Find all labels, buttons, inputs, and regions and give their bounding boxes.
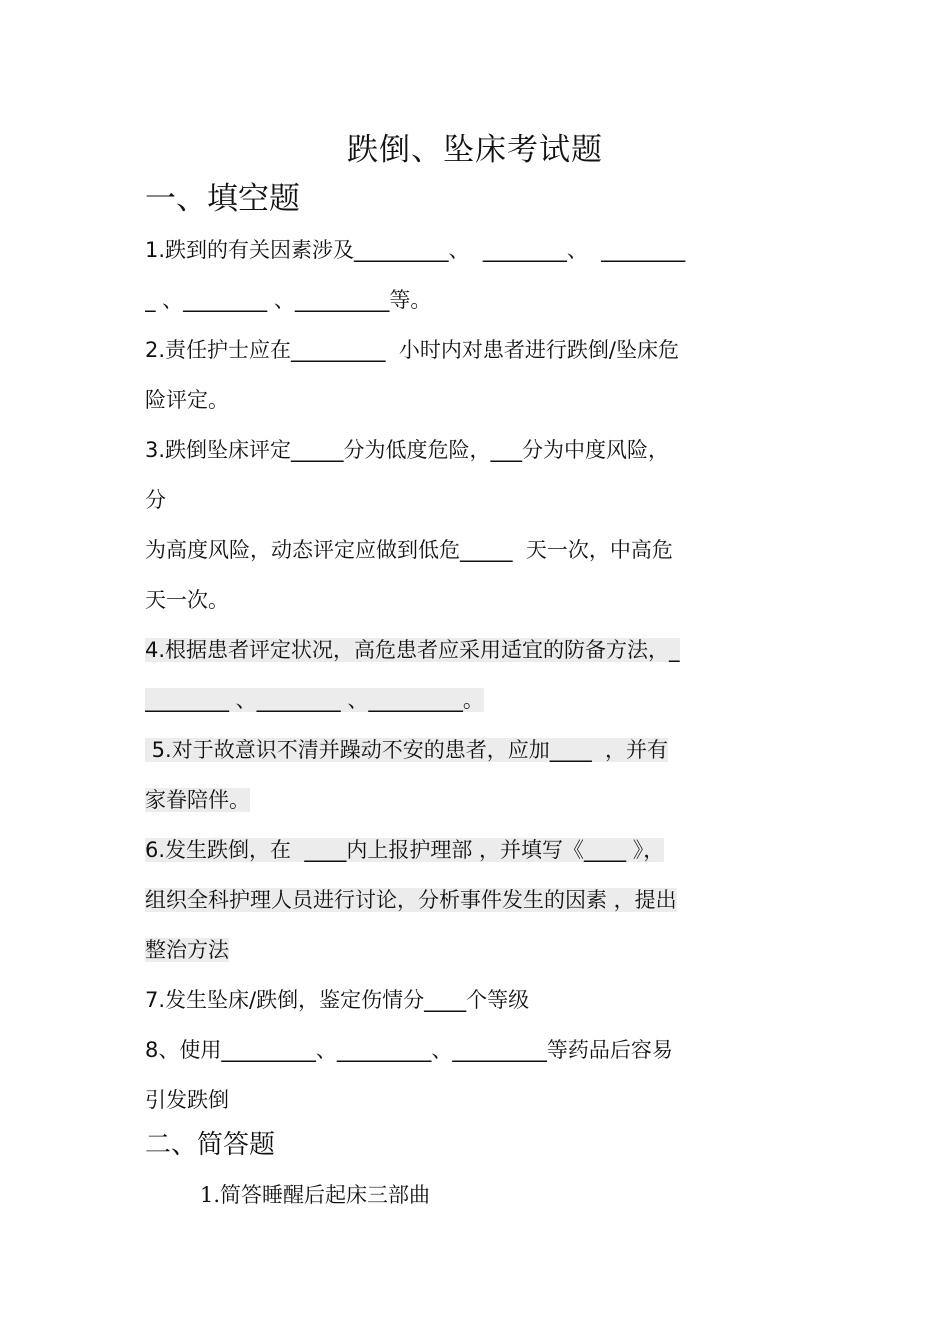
question-text: 整治方法 <box>145 938 229 962</box>
question-text: 1.跌到的有关因素涉及_________、 ________、 ________ <box>145 238 686 262</box>
question-text: 天一次。 <box>145 588 229 612</box>
question-text: 3.跌倒坠床评定_____分为低度危险，___分为中度风险， <box>145 438 670 462</box>
question-3-line-4 <box>145 575 807 625</box>
question-4-line-2 <box>145 675 807 725</box>
question-text: 家眷陪伴。 <box>145 788 250 812</box>
question-6-line-3 <box>145 925 807 975</box>
question-5-line-1 <box>145 725 807 775</box>
question-text: 4.根据患者评定状况，高危患者应采用适宜的防备方法，_ <box>145 638 680 662</box>
question-text: 2.责任护士应在_________ 小时内对患者进行跌倒/坠床危 <box>145 338 679 362</box>
question-text: 8、使用_________、_________、_________等药品后容易 <box>145 1038 673 1062</box>
question-2-line-2 <box>145 375 807 425</box>
question-5-line-2 <box>145 775 807 825</box>
question-text: ________ 、________ 、_________。 <box>145 688 484 712</box>
question-text: 引发跌倒 <box>145 1088 229 1112</box>
page-title: 跌倒、坠床考试题 <box>347 132 603 168</box>
question-1-line-2 <box>145 275 807 325</box>
question-text: 分 <box>145 488 166 512</box>
question-text: 组织全科护理人员进行讨论，分析事件发生的因素 ，提出 <box>145 888 677 912</box>
question-text: 为高度风险，动态评定应做到低危_____ 天一次，中高危 <box>145 538 673 562</box>
question-text: 5.对于故意识不清并躁动不安的患者，应加____ ，并有 <box>145 738 669 762</box>
question-6-line-1 <box>145 825 807 875</box>
question-text: _ 、________ 、_________等。 <box>145 288 432 312</box>
section-heading-fill-in: 一、填空题 <box>145 181 300 217</box>
question-6-line-2 <box>145 875 807 925</box>
question-3-line-1 <box>145 425 807 475</box>
question-8-line-2 <box>145 1075 807 1125</box>
question-text: 险评定。 <box>145 388 229 412</box>
question-3-line-3 <box>145 525 807 575</box>
question-2-line-1 <box>145 325 807 375</box>
question-text: 7.发生坠床/跌倒，鉴定伤情分____个等级 <box>145 988 530 1012</box>
short-answer-question-1: 1.简答睡醒后起床三部曲 <box>200 1183 431 1207</box>
question-7-line-1 <box>145 975 807 1025</box>
question-4-line-1 <box>145 625 807 675</box>
question-3-line-2 <box>145 475 807 525</box>
question-1-line-1 <box>145 225 807 275</box>
question-text: 6.发生跌倒，在 ____内上报护理部 ，并填写《____ 》， <box>145 838 665 862</box>
section-heading-short-answer: 二、简答题 <box>145 1130 276 1160</box>
question-8-line-1 <box>145 1025 807 1075</box>
